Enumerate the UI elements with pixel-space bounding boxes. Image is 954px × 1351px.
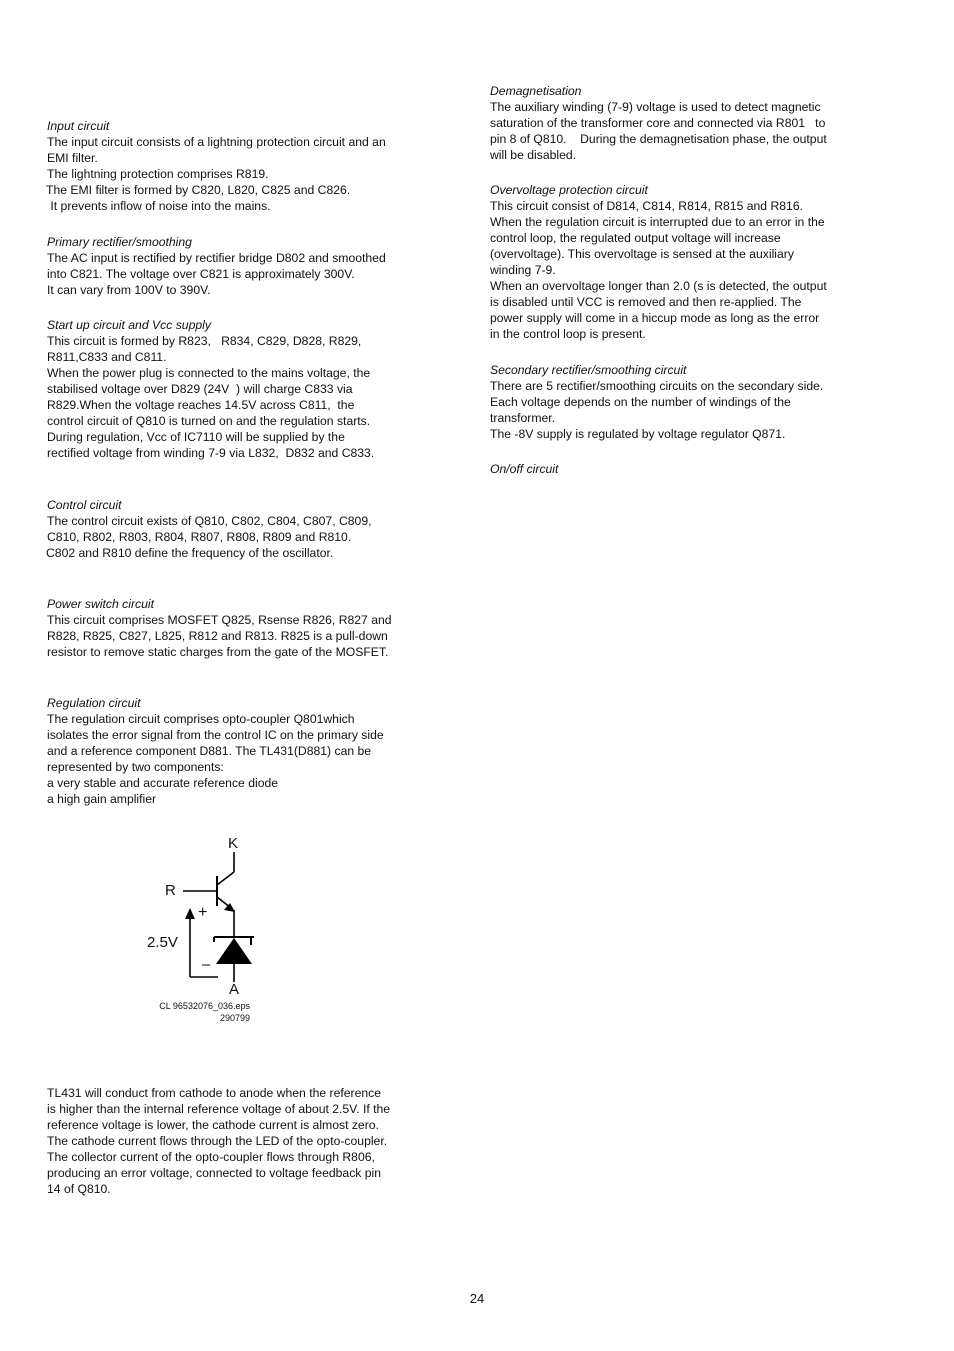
text-line: Each voltage depends on the number of windings of the: [490, 395, 791, 409]
section-heading: Primary rectifier/smoothing: [47, 235, 192, 249]
text-line: R828, R825, C827, L825, R812 and R813. R825 is a pull-down: [47, 629, 388, 643]
text-line: 14 of Q810.: [47, 1182, 111, 1196]
caption-date: 290799: [219, 1013, 250, 1023]
text-line: a very stable and accurate reference diode: [47, 776, 279, 790]
section-tl431-description: [47, 1085, 390, 1197]
text-line: The input circuit consists of a lightning protection circuit and an: [47, 135, 386, 149]
section-heading: Demagnetisation: [490, 84, 582, 98]
text-line: isolates the error signal from the control IC on the primary side: [47, 728, 384, 742]
text-line: and a reference component D881. The TL431(D881) can be: [47, 744, 372, 758]
text-line: This circuit comprises MOSFET Q825, Rsense R826, R827 and: [47, 613, 392, 627]
text-line: When the power plug is connected to the mains voltage, the: [47, 366, 371, 380]
terminal-r-label: R: [165, 882, 176, 899]
page-number: 24: [469, 1291, 485, 1306]
text-line: reference voltage is lower, the cathode current is almost zero.: [47, 1118, 379, 1132]
figure-caption: [140, 1000, 250, 1024]
text-line: This circuit consist of D814, C814, R814, R815 and R816.: [490, 199, 803, 213]
section-primary-rectifier: [47, 234, 386, 298]
plus-sign: +: [198, 904, 208, 921]
text-line: TL431 will conduct from cathode to anode when the reference: [47, 1086, 382, 1100]
section-heading: Regulation circuit: [47, 696, 141, 710]
text-line: R829.When the voltage reaches 14.5V across C811, the: [47, 398, 355, 412]
text-line: The EMI filter is formed by C820, L820, C825 and C826.: [46, 183, 351, 197]
text-line: in the control loop is present.: [490, 327, 646, 341]
text-line: power supply will come in a hiccup mode as long as the error: [490, 311, 820, 325]
section-heading: Control circuit: [47, 498, 122, 512]
section-demagnetisation: [490, 83, 827, 163]
text-line: a high gain amplifier: [47, 792, 157, 806]
minus-sign: –: [202, 956, 211, 973]
section-overvoltage-protection: [490, 182, 827, 342]
section-heading: Secondary rectifier/smoothing circuit: [490, 363, 687, 377]
text-line: When an overvoltage longer than 2.0 (s is detected, the output: [490, 279, 827, 293]
text-line: The regulation circuit comprises opto-coupler Q801which: [47, 712, 355, 726]
section-secondary-rectifier: [490, 362, 823, 442]
text-line: control loop, the regulated output voltage will increase: [490, 231, 781, 245]
text-line: During regulation, Vcc of IC7110 will be supplied by the: [47, 430, 345, 444]
section-on-off-circuit: [490, 461, 558, 477]
text-line: EMI filter.: [47, 151, 98, 165]
text-line: The collector current of the opto-coupler flows through R806,: [47, 1150, 375, 1164]
section-startup-circuit: [47, 317, 374, 461]
caption-file: CL 96532076_036.eps: [159, 1001, 250, 1011]
text-line: represented by two components:: [47, 760, 224, 774]
text-line: When the regulation circuit is interrupted due to an error in the: [490, 215, 825, 229]
text-line: stabilised voltage over D829 (24V ) will charge C833 via: [47, 382, 353, 396]
section-regulation-circuit: [47, 695, 384, 807]
section-power-switch: [47, 596, 392, 660]
text-line: control circuit of Q810 is turned on and the regulation starts.: [47, 414, 371, 428]
section-heading: Overvoltage protection circuit: [490, 183, 648, 197]
text-line: into C821. The voltage over C821 is approximately 300V.: [47, 267, 355, 281]
text-line: The control circuit exists of Q810, C802, C804, C807, C809,: [47, 514, 372, 528]
text-line: R811,C833 and C811.: [47, 350, 167, 364]
terminal-a-label: A: [229, 981, 240, 998]
terminal-k-label: K: [228, 835, 239, 852]
text-line: The auxiliary winding (7-9) voltage is used to detect magnetic: [490, 100, 821, 114]
text-line: It can vary from 100V to 390V.: [47, 283, 211, 297]
text-line: transformer.: [490, 411, 556, 425]
text-line: The AC input is rectified by rectifier bridge D802 and smoothed: [47, 251, 386, 265]
text-line: resistor to remove static charges from the gate of the MOSFET.: [47, 645, 389, 659]
text-line: The cathode current flows through the LED of the opto-coupler.: [47, 1134, 388, 1148]
reference-voltage-label: 2.5V: [147, 934, 178, 951]
text-line: winding 7-9.: [490, 263, 556, 277]
text-line: will be disabled.: [490, 148, 577, 162]
section-control-circuit: [47, 497, 372, 561]
section-heading: Start up circuit and Vcc supply: [47, 318, 211, 332]
section-heading: Power switch circuit: [47, 597, 155, 611]
text-line: This circuit is formed by R823, R834, C829, D828, R829,: [47, 334, 362, 348]
text-line: rectified voltage from winding 7-9 via L832, D832 and C833.: [47, 446, 375, 460]
section-heading: Input circuit: [47, 119, 110, 133]
text-line: C810, R802, R803, R804, R807, R808, R809 and R810.: [47, 530, 352, 544]
section-heading: On/off circuit: [490, 462, 559, 476]
text-line: There are 5 rectifier/smoothing circuits on the secondary side.: [490, 379, 824, 393]
text-line: The -8V supply is regulated by voltage regulator Q871.: [490, 427, 786, 441]
tl431-diagram: [140, 830, 270, 1030]
text-line: producing an error voltage, connected to voltage feedback pin: [47, 1166, 382, 1180]
text-line: C802 and R810 define the frequency of the oscillator.: [46, 546, 334, 560]
text-line: is higher than the internal reference voltage of about 2.5V. If the: [47, 1102, 391, 1116]
text-line: (overvoltage). This overvoltage is sensed at the auxiliary: [490, 247, 794, 261]
section-input-circuit: [47, 118, 386, 214]
text-line: saturation of the transformer core and connected via R801 to: [490, 116, 826, 130]
text-line: The lightning protection comprises R819.: [47, 167, 269, 181]
text-line: is disabled until VCC is removed and then re-applied. The: [490, 295, 802, 309]
text-line: pin 8 of Q810. During the demagnetisation phase, the output: [490, 132, 827, 146]
text-line: It prevents inflow of noise into the mains.: [47, 199, 271, 213]
